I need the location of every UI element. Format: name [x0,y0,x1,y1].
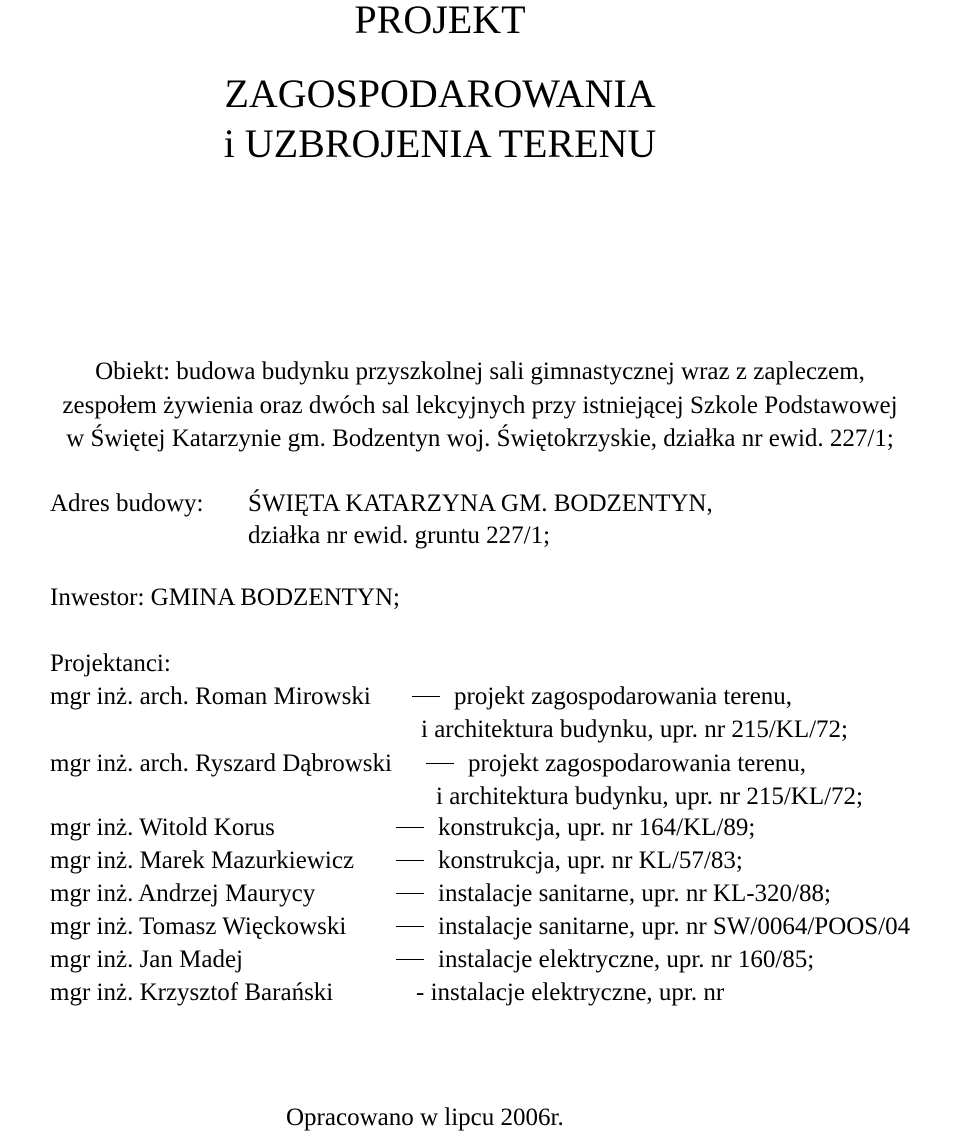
title-projekt: PROJEKT [354,0,526,42]
projektant-role [396,847,743,875]
title-zagospodarowania: ZAGOSPODAROWANIA [224,71,656,116]
projektant-role [396,913,910,941]
dash-separator [396,959,424,960]
dash-separator [396,893,424,894]
projektant-role [396,946,814,974]
projektanci-label: Projektanci: [50,650,171,677]
projektant-role [396,814,755,842]
dash-separator [396,926,424,927]
projektant-role [426,750,806,778]
projektant-name: mgr inż. arch. Ryszard Dąbrowski [50,750,392,777]
projektant-role-continued: i architektura budynku, upr. nr 215/KL/72; [436,783,864,810]
dash-separator [396,827,424,828]
projektant-name: mgr inż. Andrzej Maurycy [50,880,316,907]
projektant-role-text: instalacje sanitarne, upr. nr SW/0064/POOS/04 [438,913,911,940]
projektant-name: mgr inż. Marek Mazurkiewicz [50,847,355,874]
projektant-role [396,880,831,908]
projektant-role-text: instalacje elektryczne, upr. nr 160/85; [438,946,815,973]
projektant-role-text: konstrukcja, upr. nr KL/57/83; [438,847,743,874]
obiekt-line-3: w Świętej Katarzynie gm. Bodzentyn woj. Świętokrzyskie, działka nr ewid. 227/1; [66,425,894,452]
adres-label: Adres budowy: [50,490,204,517]
projektant-role [412,683,792,711]
projektant-role-text: projekt zagospodarowania terenu, [454,683,793,710]
obiekt-line-1: Obiekt: budowa budynku przyszkolnej sali gimnastycznej wraz z zapleczem, [95,358,865,385]
projektant-role-text: instalacje sanitarne, upr. nr KL-320/88; [438,880,831,907]
projektant-role-continued: i architektura budynku, upr. nr 215/KL/72; [421,716,849,743]
adres-line-2: działka nr ewid. gruntu 227/1; [248,522,551,549]
projektant-role-text: projekt zagospodarowania terenu, [468,750,807,777]
projektant-name: mgr inż. Jan Madej [50,946,244,973]
dash-separator [426,763,454,764]
projektant-name: mgr inż. Witold Korus [50,814,275,841]
projektant-name: mgr inż. Krzysztof Barański [50,979,334,1006]
dash-separator [396,860,424,861]
footer-date: Opracowano w lipcu 2006r. [286,1104,564,1131]
obiekt-line-2: zespołem żywienia oraz dwóch sal lekcyjnych przy istniejącej Szkole Podstawowej [62,392,898,419]
dash-separator [412,696,440,697]
projektant-name: mgr inż. Tomasz Więckowski [50,913,347,940]
adres-line-1: ŚWIĘTA KATARZYNA GM. BODZENTYN, [248,490,713,517]
projektant-name: mgr inż. arch. Roman Mirowski [50,683,371,710]
projektant-role-text: konstrukcja, upr. nr 164/KL/89; [438,814,756,841]
projektant-role-text: - instalacje elektryczne, upr. nr [416,979,725,1006]
title-uzbrojenia: i UZBROJENIA TERENU [223,121,657,166]
inwestor: Inwestor: GMINA BODZENTYN; [50,584,400,611]
